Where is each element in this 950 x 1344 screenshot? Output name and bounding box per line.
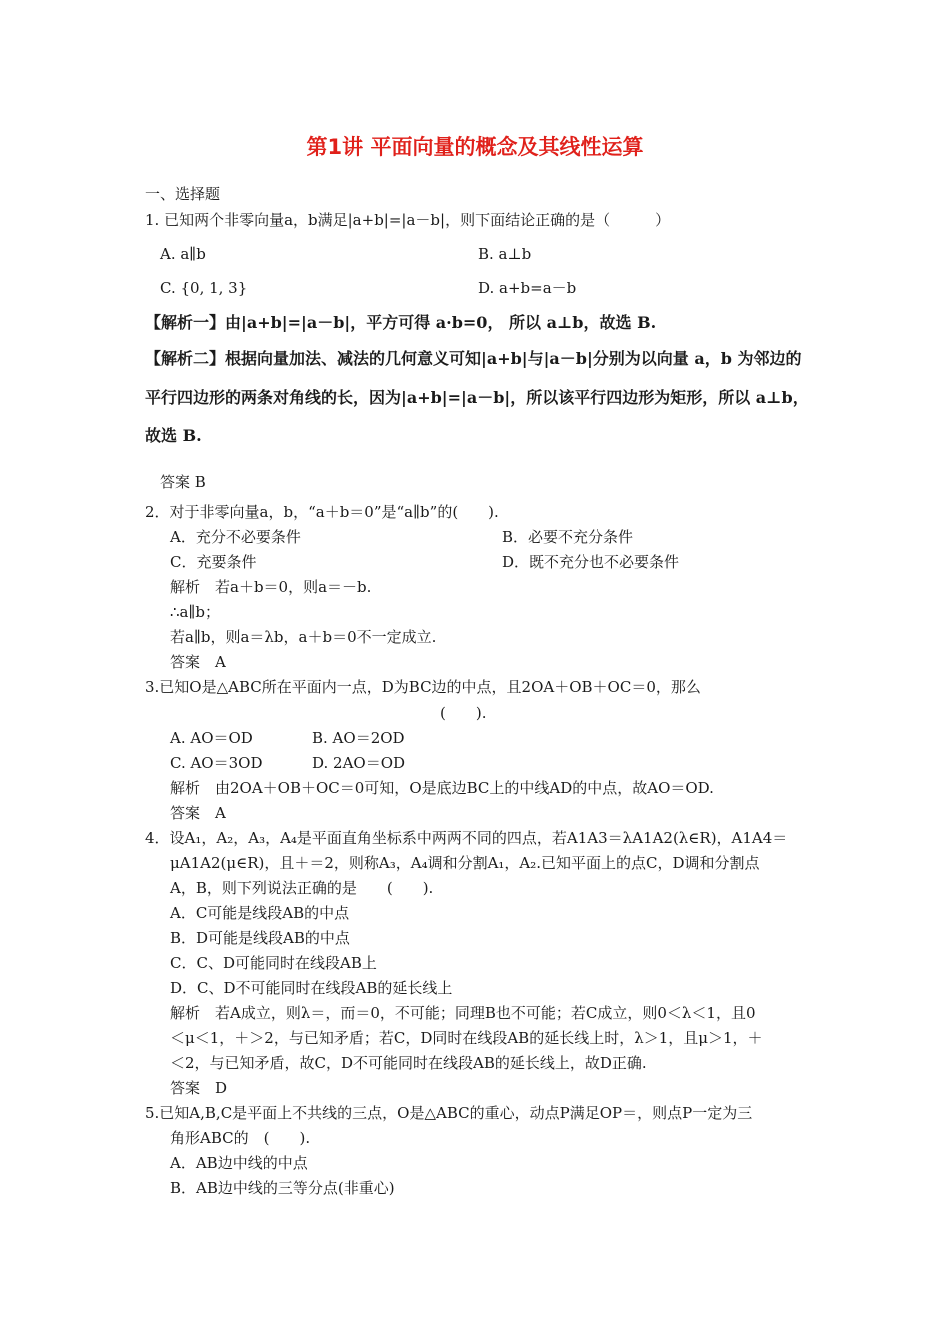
q3-option-d: D. 2AO＝OD [312, 754, 406, 772]
q2-option-c: C．充要条件 [170, 553, 257, 571]
q1-solution-two-line3: 故选 B. [145, 426, 202, 445]
q1-answer: 答案 B [160, 473, 206, 491]
q1-option-a: A. a∥b [160, 245, 206, 263]
q4-stem-line2: μA1A2(μ∈R)，且＋＝2，则称A₃，A₄调和分割A₁，A₂.已知平面上的点C，D调和分割点 [170, 854, 760, 872]
q2-solution-line1: 解析 若a＋b＝0，则a＝－b. [170, 578, 372, 596]
q5-option-b: B．AB边中线的三等分点(非重心) [170, 1179, 395, 1197]
q2-option-b: B．必要不充分条件 [502, 528, 634, 546]
q3-option-c: C. AO＝3OD [170, 754, 263, 772]
q4-solution-line2: ＜μ＜1，＋＞2，与已知矛盾；若C，D同时在线段AB的延长线上时，λ＞1，且μ＞1，＋ [170, 1029, 763, 1047]
q2-option-d: D．既不充分也不必要条件 [502, 553, 680, 571]
q1-option-b: B. a⊥b [478, 245, 532, 263]
q2-stem: 2．对于非零向量a，b，“a＋b＝0”是“a∥b”的( ). [145, 503, 499, 521]
q4-option-a: A．C可能是线段AB的中点 [170, 904, 350, 922]
q1-solution-two-line2: 平行四边形的两条对角线的长，因为|a+b|=|a－b|，所以该平行四边形为矩形，所以 a⊥b， [145, 388, 809, 407]
q3-stem: 3.已知O是△ABC所在平面内一点，D为BC边的中点，且2OA＋OB＋OC＝0，那么 [145, 678, 701, 696]
q4-stem-line1: 4．设A₁，A₂，A₃，A₄是平面直角坐标系中两两不同的四点，若A1A3＝λA1A2(λ∈R)，A1A4＝ [145, 829, 788, 847]
q5-option-a: A．AB边中线的中点 [170, 1154, 308, 1172]
section-heading: 一、选择题 [145, 185, 221, 203]
q1-option-c: C. {0, 1, 3} [160, 279, 248, 297]
q2-option-a: A．充分不必要条件 [170, 528, 301, 546]
q1-solution-two-line1: 【解析二】根据向量加法、减法的几何意义可知|a+b|与|a－b|分别为以向量 a，b 为邻边的 [145, 349, 802, 368]
q4-stem-line3: A，B，则下列说法正确的是 ( ). [170, 879, 434, 897]
q3-solution: 解析 由2OA＋OB＋OC＝0可知，O是底边BC上的中线AD的中点，故AO＝OD. [170, 779, 714, 797]
q3-answer-blank: ( ). [440, 704, 487, 722]
q4-answer: 答案 D [170, 1079, 228, 1097]
q1-solution-one: 【解析一】由|a+b|=|a－b|，平方可得 a·b=0， 所以 a⊥b，故选 B. [145, 313, 657, 332]
q3-option-b: B. AO＝2OD [312, 729, 405, 747]
q4-option-c: C．C、D可能同时在线段AB上 [170, 954, 377, 972]
q4-option-b: B．D可能是线段AB的中点 [170, 929, 350, 947]
q3-option-a: A. AO＝OD [170, 729, 253, 747]
q2-answer: 答案 A [170, 653, 226, 671]
q4-option-d: D．C、D不可能同时在线段AB的延长线上 [170, 979, 453, 997]
q4-solution-line3: ＜2，与已知矛盾，故C，D不可能同时在线段AB的延长线上，故D正确. [170, 1054, 647, 1072]
q5-stem-line1: 5.已知A,B,C是平面上不共线的三点，O是△ABC的重心，动点P满足OP＝，则点P一定为三 [145, 1104, 753, 1122]
q2-solution-line2: ∴a∥b； [170, 603, 221, 621]
q1-option-d: D. a+b=a－b [478, 279, 577, 297]
q3-answer: 答案 A [170, 804, 226, 822]
q1-stem: 1. 已知两个非零向量a，b满足|a+b|=|a－b|，则下面结论正确的是（ ） [145, 211, 671, 229]
q2-solution-line3: 若a∥b，则a＝λb，a＋b＝0不一定成立. [170, 628, 437, 646]
q4-solution-line1: 解析 若A成立，则λ＝，而＝0，不可能；同理B也不可能；若C成立，则0＜λ＜1，且0 [170, 1004, 756, 1022]
q5-stem-line2: 角形ABC的 ( ). [170, 1129, 311, 1147]
page-title: 第1讲 平面向量的概念及其线性运算 [306, 135, 644, 159]
